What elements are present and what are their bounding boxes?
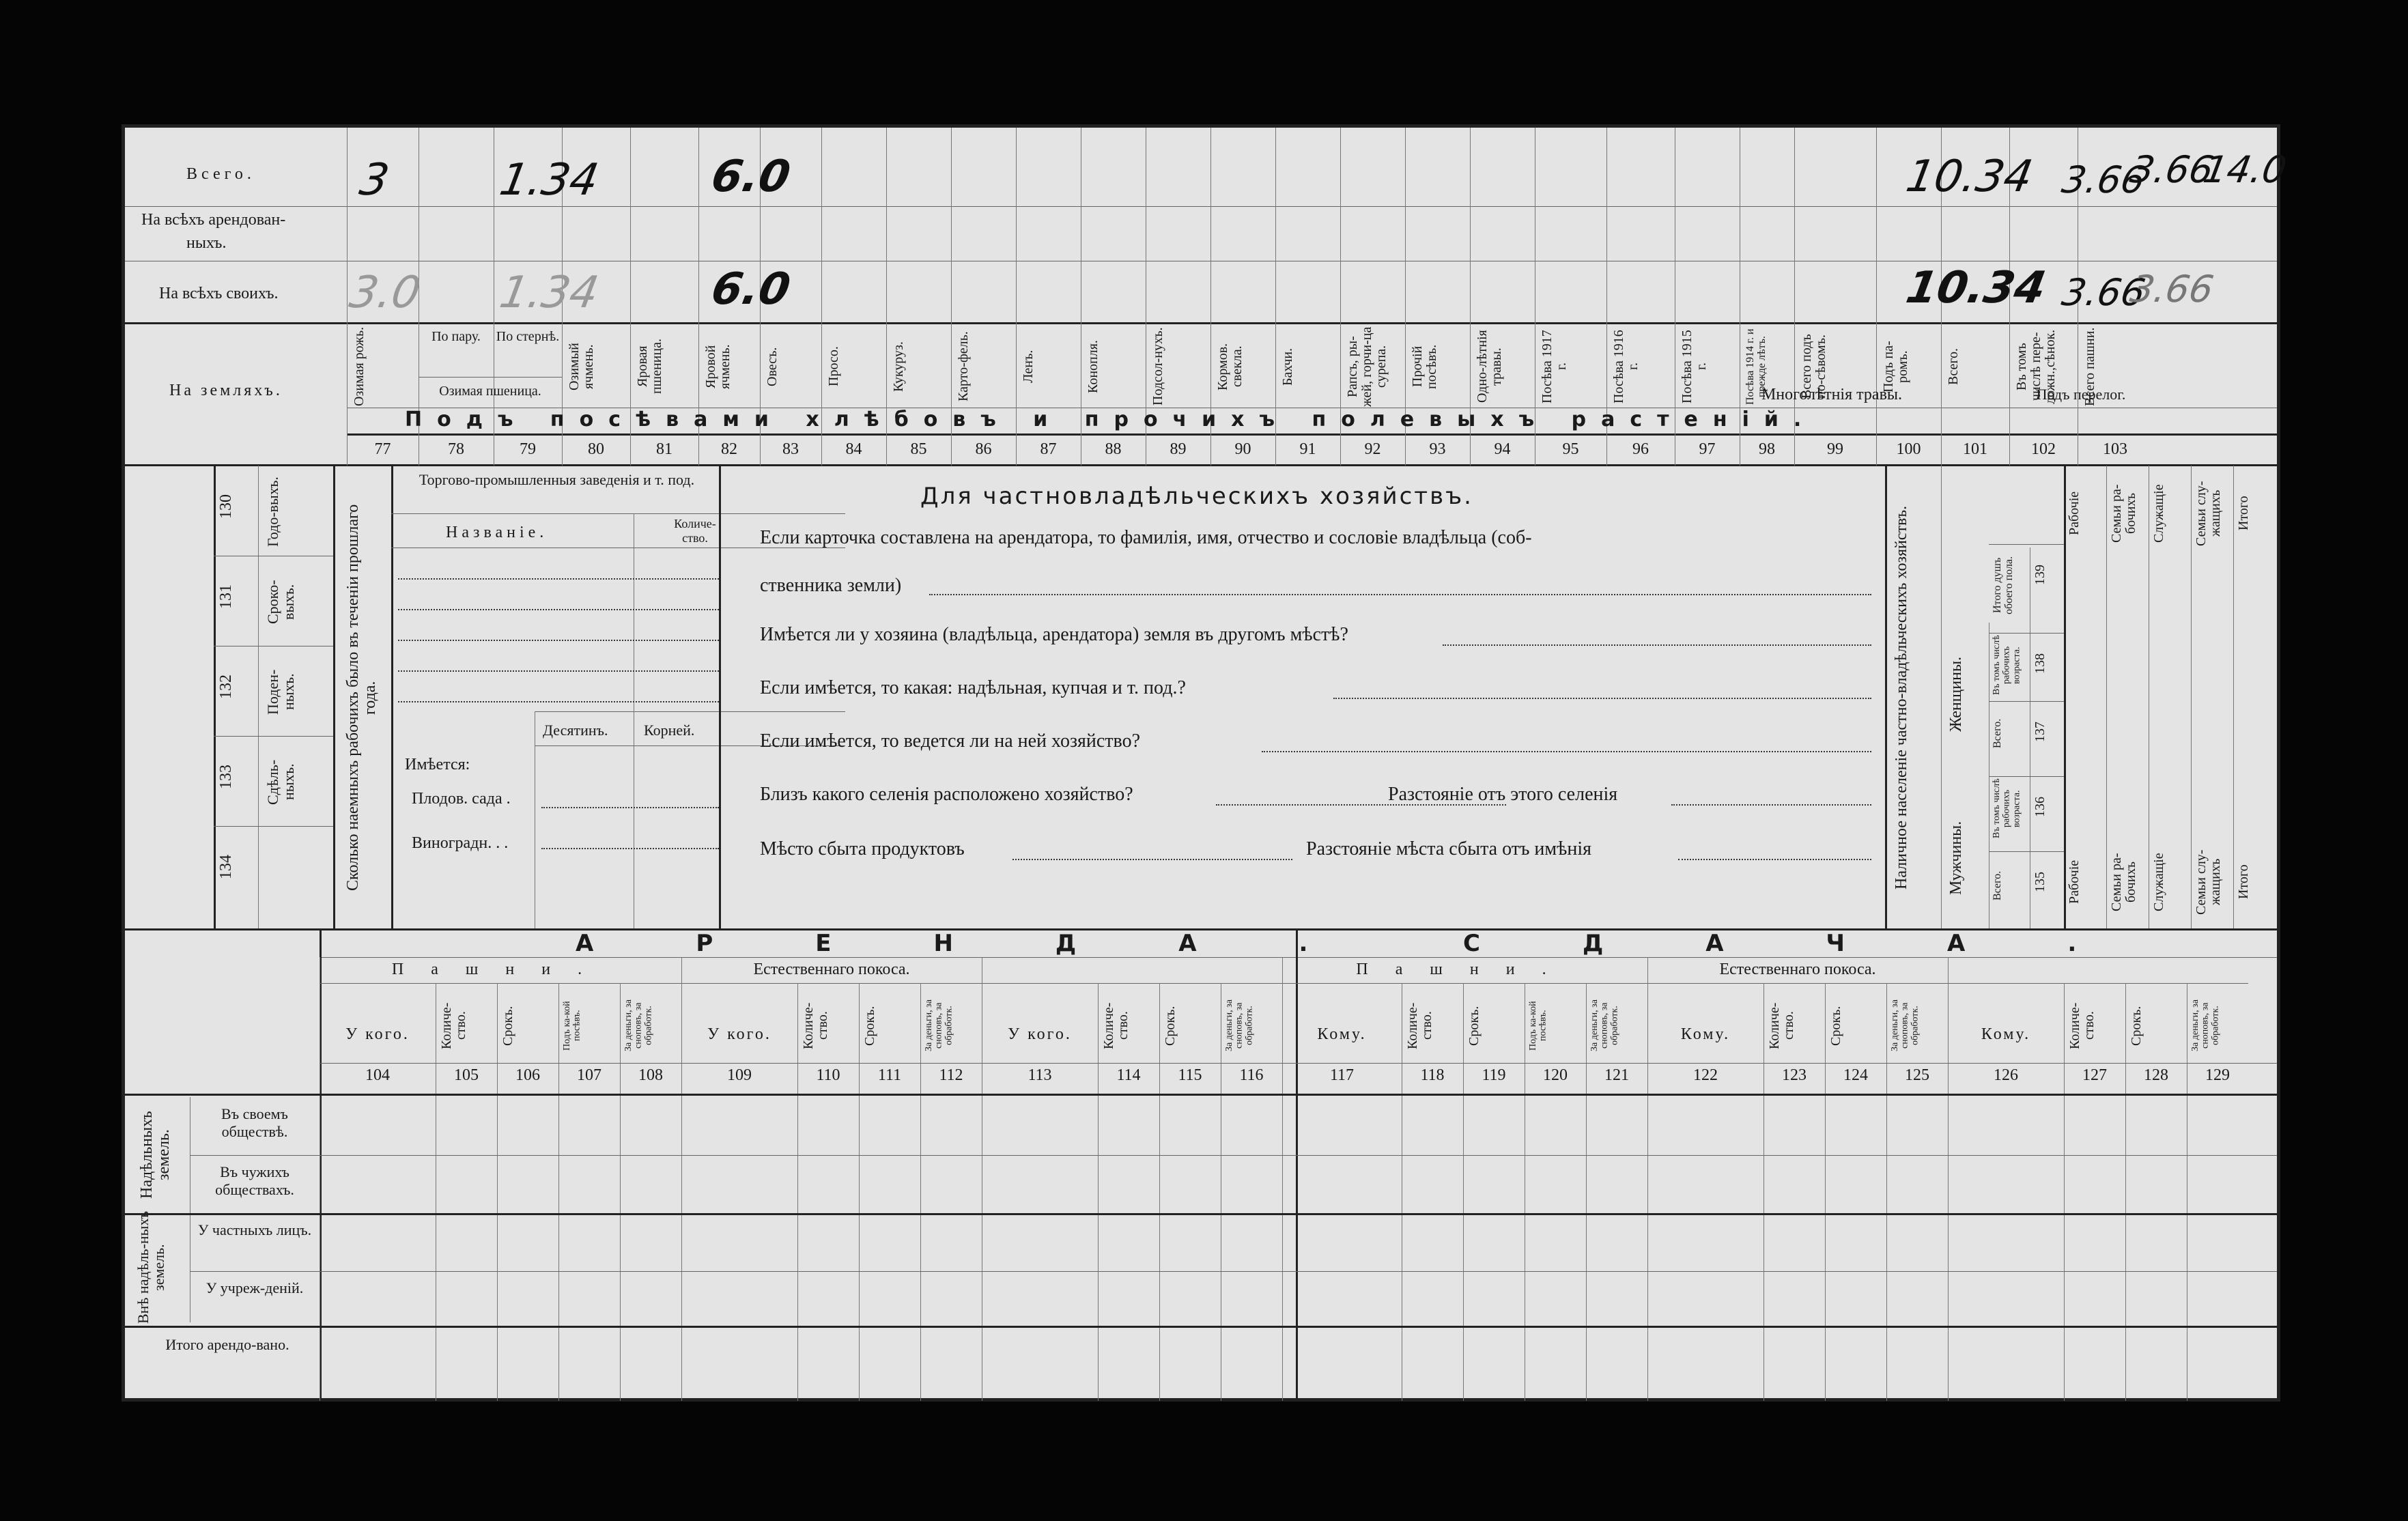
lease-party-header: У кого.	[1008, 1025, 1072, 1043]
vineyard-label: Виноградн. . .	[412, 834, 509, 852]
column-divider	[347, 128, 348, 466]
crop-column-number: 103	[2103, 440, 2127, 458]
lease-row-label: Въ чужихъ обществахъ.	[215, 1163, 294, 1199]
lease-col-header: Срокъ.	[2129, 1006, 2144, 1046]
crop-header: Въ томъ числѣ пере-ложн.,сѣнок.	[2014, 329, 2058, 404]
hw-total-101: 3.66	[2058, 158, 2149, 201]
crop-header: Одно-лѣтнiя травы.	[1475, 330, 1504, 403]
lease-column-number: 104	[365, 1066, 390, 1084]
crop-column-number: 88	[1105, 440, 1122, 458]
lease-title: АРЕНДА.	[576, 930, 1411, 957]
crop-column-number: 83	[782, 440, 799, 458]
hired-workers	[214, 466, 333, 930]
worker-type: Годо-выхъ.	[264, 477, 281, 547]
crop-header: Всего.	[1946, 347, 1961, 386]
lease-row-divider	[125, 1213, 2277, 1215]
pop-row-divider	[1989, 851, 2064, 852]
lease-col-header: Количе-ство.	[439, 1002, 468, 1049]
crop-header: Ленъ.	[1021, 350, 1036, 384]
group-line	[1647, 983, 1948, 984]
lease-column-number: 110	[816, 1066, 840, 1084]
middle-section	[125, 466, 2277, 930]
question-market-place: Мѣсто сбыта продуктовъ	[760, 838, 965, 859]
lease-col-header: За деньги, за сноповъ, за обработк.	[623, 999, 654, 1052]
population-column-number: 138	[2032, 653, 2048, 674]
crop-header: Прочiй посѣвъ.	[1410, 344, 1439, 389]
staff-column-header: Семьи ра-бочихъ	[2109, 484, 2138, 543]
crop-header: Карто-фель.	[956, 331, 971, 402]
row-label-lands: На земляхъ.	[169, 382, 283, 399]
crop-header: Кормов. свекла.	[1215, 343, 1245, 390]
men-label: Мужчины.	[1947, 821, 1965, 896]
crop-column-number: 101	[1963, 440, 1987, 458]
hw-total-103: 14.0	[2200, 148, 2290, 191]
row-label-total: Всего.	[186, 165, 255, 183]
question-nearby-village: Близъ какого селенiя расположено хозяйство?	[760, 784, 1133, 805]
staff-divider	[2106, 466, 2107, 930]
staff-column-footer: Семьи слу-жащихъ	[2194, 849, 2223, 915]
staff-column-footer: Итого	[2236, 864, 2251, 900]
crop-column-number: 94	[1494, 440, 1511, 458]
hw-own-79: 1.34	[496, 268, 603, 318]
lease-column-number: 119	[1482, 1066, 1506, 1084]
crop-column-number: 84	[845, 440, 862, 458]
plowland-group: Пашни.	[1356, 961, 1574, 978]
crop-column-number: 100	[1896, 440, 1921, 458]
crop-column-number: 102	[2031, 440, 2056, 458]
lease-col-header: Количе-ство.	[1767, 1002, 1796, 1049]
crop-header: Яровая пшеница.	[635, 339, 664, 395]
lease-number-line	[320, 1063, 2277, 1064]
trade-qty-header: Количе-ство.	[674, 517, 716, 545]
worker-number: 132	[217, 674, 235, 699]
row-label-rented-2: ныхъ.	[186, 234, 227, 252]
crop-header: Конопля.	[1086, 340, 1101, 393]
crop-header: Посѣва 1916 г.	[1611, 330, 1641, 403]
crop-header: Подсол-нухъ.	[1150, 327, 1165, 406]
staff-column-header: Служащiе	[2151, 484, 2166, 543]
worker-type	[265, 833, 326, 911]
crop-header: Всего подъ по-сѣвомъ.	[1799, 334, 1828, 399]
crop-header: Озимый ячмень.	[567, 343, 596, 390]
lease-column-number: 116	[1239, 1066, 1264, 1084]
lease-section	[125, 930, 2277, 1401]
lease-column-number: 120	[1543, 1066, 1568, 1084]
lease-column-number: 127	[2082, 1066, 2107, 1084]
crop-column-number: 87	[1040, 440, 1057, 458]
crop-column-number: 79	[520, 440, 536, 458]
lease-col-header: За деньги, за сноповъ, за обработк.	[1224, 999, 1255, 1052]
lease-column-number: 124	[1843, 1066, 1868, 1084]
plowland-group: Пашни.	[391, 961, 610, 978]
crop-column-number: 91	[1299, 440, 1316, 458]
crops-band-title: Подъ посѣвами хлѣбовъ и прочихъ полевыхъ растенiй.	[405, 408, 1817, 431]
lease-column-number: 122	[1693, 1066, 1718, 1084]
lease-column-number: 114	[1116, 1066, 1141, 1084]
question-owner: Если карточка составлена на арендатора, то фамилiя, имя, отчество и сословiе владѣльца (соб-	[760, 527, 1532, 548]
lease-column-number: 125	[1905, 1066, 1929, 1084]
crop-column-number: 96	[1632, 440, 1649, 458]
group-line	[1282, 983, 1647, 984]
question-other-land: Имѣется ли у хозяина (владѣльца, арендатора) земля въ другомъ мѣстѣ?	[760, 624, 1348, 645]
population-column-number: 137	[2032, 722, 2048, 742]
hired-workers-question: Сколько наемныхъ рабочихъ было въ теченiи прошлаго года.	[344, 504, 380, 892]
staff-columns	[2064, 466, 2277, 930]
crop-column-number: 89	[1170, 440, 1187, 458]
lease-column-number: 108	[638, 1066, 663, 1084]
crop-header: Подъ па-ромъ.	[1881, 341, 1910, 393]
lease-column-number: 118	[1420, 1066, 1445, 1084]
crop-header: Рапсъ, ры-жей, горчи-ца сурепа.	[1345, 326, 1389, 407]
lease-col-header: Подъ ка-кой посѣвъ.	[562, 1001, 582, 1051]
lease-party-header: У кого.	[345, 1025, 410, 1043]
women-label: Женщины.	[1947, 656, 1965, 733]
worker-row-divider	[214, 826, 333, 827]
hayfield-group: Естественнаго покоса.	[1719, 961, 1876, 978]
lease-col-header: Срокъ.	[1828, 1006, 1843, 1046]
lease-column-number: 117	[1329, 1066, 1355, 1084]
staff-column-footer: Семьи ра-бочихъ	[2109, 853, 2138, 911]
allotted-lands-label: Надѣльныхъ земель.	[138, 1111, 173, 1199]
lease-column-number: 106	[515, 1066, 540, 1084]
lease-party-header: Кому.	[1317, 1025, 1367, 1043]
worker-type: Сроко-выхъ.	[264, 580, 298, 624]
staff-divider	[2191, 466, 2192, 930]
trade-name-header: Названiе.	[446, 524, 548, 541]
perennial-group: Многолѣтнiя травы.	[1761, 386, 1903, 403]
roots-header: Корней.	[644, 722, 695, 739]
trade-title: Торгово-промышленныя заведенiя и т. под.	[419, 471, 695, 488]
lease-column-number: 112	[939, 1066, 963, 1084]
worker-number: 130	[217, 494, 235, 519]
lease-column-number: 105	[454, 1066, 479, 1084]
hw-own-101: 3.66	[2058, 271, 2149, 314]
crop-header: Бахчи.	[1280, 347, 1295, 386]
total-rented-label: Итого арендо-вано.	[165, 1336, 289, 1353]
lease-col-header: Количе-ство.	[1405, 1002, 1434, 1049]
crop-header: Посѣва 1917 г.	[1540, 330, 1569, 403]
staff-column-header: Семьи слу-жащихъ	[2194, 481, 2223, 546]
lease-party-header: Кому.	[1680, 1025, 1731, 1043]
total-both-sexes: Итого душъ обоего пола.	[1992, 556, 2015, 614]
crop-column-number: 99	[1827, 440, 1843, 458]
crop-header: Овесъ.	[765, 347, 780, 386]
crop-column-number: 98	[1759, 440, 1775, 458]
group-line	[982, 983, 1282, 984]
population-grid	[1941, 466, 2064, 930]
men-workers: Въ томъ числѣ рабочихъ возраста.	[1992, 778, 2022, 839]
row-label-rented: На всѣхъ арендован-	[141, 211, 286, 229]
women-workers: Въ томъ числѣ рабочихъ возраста.	[1992, 635, 2022, 696]
hw-total-82: 6.0	[707, 152, 794, 202]
crop-column-number: 97	[1699, 440, 1716, 458]
lease-col-header: Срокъ.	[500, 1006, 515, 1046]
lease-col-header: Срокъ.	[1467, 1006, 1482, 1046]
winter-wheat-group: Озимая пшеница.	[439, 384, 541, 399]
hw-total-77: 3	[356, 155, 393, 205]
lease-col-header: За деньги, за сноповъ, за обработк.	[1890, 999, 1921, 1052]
lease-column-number: 123	[1782, 1066, 1807, 1084]
men-total: Всего.	[1992, 870, 2003, 900]
crop-header: По пару.	[431, 329, 481, 344]
private-estate-title: Для частновладѣльческихъ хозяйствъ.	[920, 483, 1473, 510]
lease-col-header: Срокъ.	[862, 1006, 877, 1046]
question-owner-cont: ственника земли)	[760, 575, 902, 596]
crop-column-number: 95	[1562, 440, 1579, 458]
crop-column-number: 85	[910, 440, 927, 458]
lease-col-header: Количе-ство.	[2067, 1002, 2097, 1049]
lease-total-divider	[125, 1326, 2277, 1328]
non-allotted-lands-label: Внѣ надѣль-ныхъ земель.	[134, 1211, 168, 1324]
group-line	[1948, 983, 2248, 984]
top-table	[125, 128, 2290, 466]
lease-col-header: За деньги, за сноповъ, за обработк.	[1589, 999, 1620, 1052]
crop-header: Кукуруз.	[891, 341, 906, 392]
hw-total-102: 3.66	[2127, 148, 2217, 191]
lease-column-number: 111	[877, 1066, 902, 1084]
lease-col-header: За деньги, за сноповъ, за обработк.	[924, 999, 954, 1052]
staff-column-footer: Служащiе	[2151, 853, 2166, 911]
crop-header: Просо.	[826, 346, 841, 387]
question-market-distance: Разстоянiе мѣста сбыта отъ имѣнiя	[1306, 838, 1591, 859]
crop-column-number: 86	[975, 440, 992, 458]
crop-header: Всего пашни.	[2082, 327, 2097, 406]
staff-column-footer: Рабочiе	[2067, 859, 2082, 905]
orchard-label: Плодов. сада .	[412, 790, 511, 808]
hw-own-99: 10.34	[1902, 263, 2050, 313]
crop-column-number: 77	[374, 440, 391, 458]
winter-wheat-line	[419, 377, 562, 378]
lease-column-number: 126	[1994, 1066, 2018, 1084]
worker-type: Поден-ныхъ.	[264, 669, 298, 715]
group-line	[681, 983, 982, 984]
crop-header: Яровой ячмень.	[703, 344, 733, 389]
question-land-type: Если имѣется, то какая: надѣльная, купчая и т. под.?	[760, 677, 1186, 698]
hw-total-99: 10.34	[1902, 152, 2037, 202]
lease-column-number: 129	[2205, 1066, 2230, 1084]
lease-rows	[125, 1097, 2277, 1397]
lease-col-header: Срокъ.	[1163, 1006, 1178, 1046]
worker-number: 134	[217, 855, 235, 879]
crop-column-number: 78	[448, 440, 464, 458]
women-total: Всего.	[1992, 718, 2003, 749]
worker-type: Сдѣль-ныхъ.	[264, 759, 298, 805]
lease-column-number: 113	[1028, 1066, 1052, 1084]
worker-number: 131	[217, 584, 235, 609]
lease-column-number: 115	[1178, 1066, 1202, 1084]
has-label: Имѣется:	[405, 756, 470, 773]
desyatin-header: Десятинъ.	[543, 722, 608, 739]
question-farming: Если имѣется, то ведется ли на ней хозяйство?	[760, 730, 1140, 752]
lease-col-header: Количе-ство.	[1101, 1002, 1131, 1049]
lease-row-label: Въ своемъ обществѣ.	[221, 1105, 288, 1141]
sublease-title: СДАЧА.	[1463, 930, 2179, 957]
population-column-number: 135	[2032, 872, 2048, 892]
lease-row-divider	[190, 1155, 2277, 1156]
question-village-distance: Разстоянiе отъ этого селенiя	[1388, 784, 1618, 805]
staff-divider	[2233, 466, 2234, 930]
pop-row-divider	[1989, 544, 2064, 545]
crop-column-number: 93	[1429, 440, 1446, 458]
hayfield-group: Естественнаго покоса.	[753, 961, 910, 978]
population-column-number: 139	[2032, 565, 2048, 585]
lease-row-label: У частныхъ лицъ.	[197, 1221, 312, 1238]
lease-col-header: За деньги, за сноповъ, за обработк.	[2190, 999, 2221, 1052]
population-title: Наличное населенiе частно-владѣльческихъ хозяйствъ.	[1893, 505, 1910, 890]
group-line	[320, 983, 681, 984]
lease-party-header: У кого.	[707, 1025, 771, 1043]
lease-row-label: У учреж-денiй.	[206, 1279, 304, 1296]
hw-own-77: 3.0	[345, 268, 425, 318]
crop-header: Озимая рожь.	[352, 326, 367, 407]
crop-header: Посѣва 1914 г. и прежде лѣтъ.	[1744, 328, 1768, 405]
row-label-own: На всѣхъ своихъ.	[159, 285, 279, 302]
lease-col-header: Количе-ство.	[801, 1002, 830, 1049]
lease-column-number: 121	[1604, 1066, 1629, 1084]
crop-column-number: 92	[1364, 440, 1381, 458]
worker-row-divider	[214, 736, 333, 737]
worker-number: 133	[217, 765, 235, 789]
crop-column-number: 90	[1234, 440, 1251, 458]
hw-own-102: 3.66	[2127, 268, 2217, 311]
staff-column-header: Итого	[2236, 496, 2251, 531]
lease-column-number: 107	[577, 1066, 601, 1084]
crop-header: Посѣва 1915 г.	[1680, 330, 1709, 403]
population-column-number: 136	[2032, 797, 2048, 817]
lease-col-header: Подъ ка-кой посѣвъ.	[1528, 1001, 1548, 1051]
lease-row-divider	[190, 1271, 2277, 1272]
crop-column-number: 80	[588, 440, 604, 458]
staff-column-header: Рабочiе	[2067, 491, 2082, 536]
crop-header: По стернѣ.	[496, 329, 560, 344]
hw-total-79: 1.34	[496, 155, 603, 205]
lease-column-number: 109	[727, 1066, 752, 1084]
lease-party-header: Кому.	[1981, 1025, 2031, 1043]
fallow-group: Подъ перелог.	[2036, 386, 2126, 403]
crop-column-number: 82	[721, 440, 737, 458]
census-card	[122, 124, 2290, 1402]
hw-own-82: 6.0	[707, 264, 794, 315]
crop-column-number: 81	[656, 440, 672, 458]
lease-column-number: 128	[2144, 1066, 2168, 1084]
column-divider	[1876, 128, 1877, 466]
